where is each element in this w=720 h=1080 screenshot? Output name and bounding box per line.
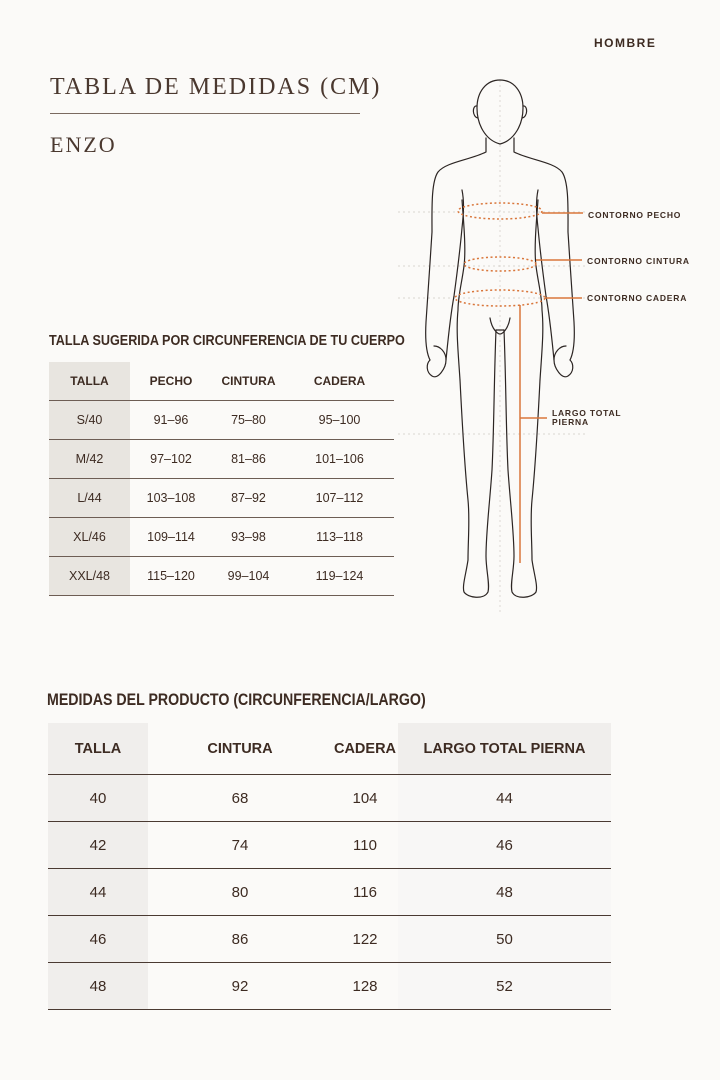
value-cell: 95–100 — [285, 401, 394, 440]
size-cell: 40 — [48, 775, 148, 822]
body-size-table — [49, 362, 394, 596]
value-cell: 122 — [332, 916, 398, 963]
size-cell: 48 — [48, 963, 148, 1010]
value-cell: 110 — [332, 822, 398, 869]
value-cell: 109–114 — [130, 518, 212, 557]
value-cell: 48 — [398, 869, 611, 916]
value-cell: 52 — [398, 963, 611, 1010]
value-cell: 86 — [148, 916, 332, 963]
page-title: TABLA DE MEDIDAS (CM) — [50, 74, 382, 100]
size-cell: 42 — [48, 822, 148, 869]
value-cell: 113–118 — [285, 518, 394, 557]
value-cell: 87–92 — [212, 479, 285, 518]
table-row — [49, 518, 394, 557]
value-cell: 80 — [148, 869, 332, 916]
value-cell: 68 — [148, 775, 332, 822]
value-cell: 99–104 — [212, 557, 285, 596]
value-cell: 46 — [398, 822, 611, 869]
label-leg-line1: LARGO TOTAL — [552, 408, 622, 418]
value-cell: 128 — [332, 963, 398, 1010]
header-cell: CINTURA — [221, 374, 276, 388]
header-cell: PECHO — [149, 374, 193, 388]
header-cell: LARGO TOTAL PIERNA — [398, 723, 611, 775]
table-row — [49, 479, 394, 518]
value-cell: 107–112 — [285, 479, 394, 518]
value-cell: 93–98 — [212, 518, 285, 557]
value-cell: 97–102 — [130, 440, 212, 479]
size-cell: L/44 — [49, 479, 130, 518]
table-row — [49, 557, 394, 596]
value-cell: 44 — [398, 775, 611, 822]
label-leg — [552, 409, 621, 427]
product-table-title: MEDIDAS DEL PRODUCTO (CIRCUNFERENCIA/LARGO) — [47, 691, 426, 709]
table-header-row — [48, 723, 611, 775]
value-cell: 74 — [148, 822, 332, 869]
header-cell: CINTURA — [207, 740, 273, 757]
value-cell: 50 — [398, 916, 611, 963]
label-waist: CONTORNO CINTURA — [587, 256, 690, 266]
value-cell: 116 — [332, 869, 398, 916]
header-cell: CADERA — [333, 740, 397, 757]
size-cell: XL/46 — [49, 518, 130, 557]
size-cell: XXL/48 — [49, 557, 130, 596]
value-cell: 75–80 — [212, 401, 285, 440]
value-cell: 115–120 — [130, 557, 212, 596]
value-cell: 81–86 — [212, 440, 285, 479]
size-cell: M/42 — [49, 440, 130, 479]
value-cell: 119–124 — [285, 557, 394, 596]
product-measurements-table — [48, 723, 611, 1010]
label-hip: CONTORNO CADERA — [587, 293, 688, 303]
header-cell: TALLA — [48, 723, 148, 775]
value-cell: 101–106 — [285, 440, 394, 479]
table-row — [48, 822, 611, 869]
gender-label: HOMBRE — [594, 36, 657, 50]
table-row — [49, 401, 394, 440]
body-size-table-title: TALLA SUGERIDA POR CIRCUNFERENCIA DE TU CUERPO — [49, 333, 405, 349]
table-row — [49, 440, 394, 479]
table-header-row — [49, 362, 394, 401]
label-leg-line2: PIERNA — [552, 417, 589, 427]
size-cell: 46 — [48, 916, 148, 963]
table-row — [48, 775, 611, 822]
table-row — [48, 916, 611, 963]
header-cell: TALLA — [49, 362, 130, 401]
label-chest: CONTORNO PECHO — [588, 210, 682, 220]
size-cell: 44 — [48, 869, 148, 916]
value-cell: 103–108 — [130, 479, 212, 518]
model-name: ENZO — [50, 132, 117, 157]
value-cell: 104 — [332, 775, 398, 822]
table-row — [48, 963, 611, 1010]
size-cell: S/40 — [49, 401, 130, 440]
table-row — [48, 869, 611, 916]
header-cell: CADERA — [313, 374, 366, 388]
value-cell: 91–96 — [130, 401, 212, 440]
value-cell: 92 — [148, 963, 332, 1010]
